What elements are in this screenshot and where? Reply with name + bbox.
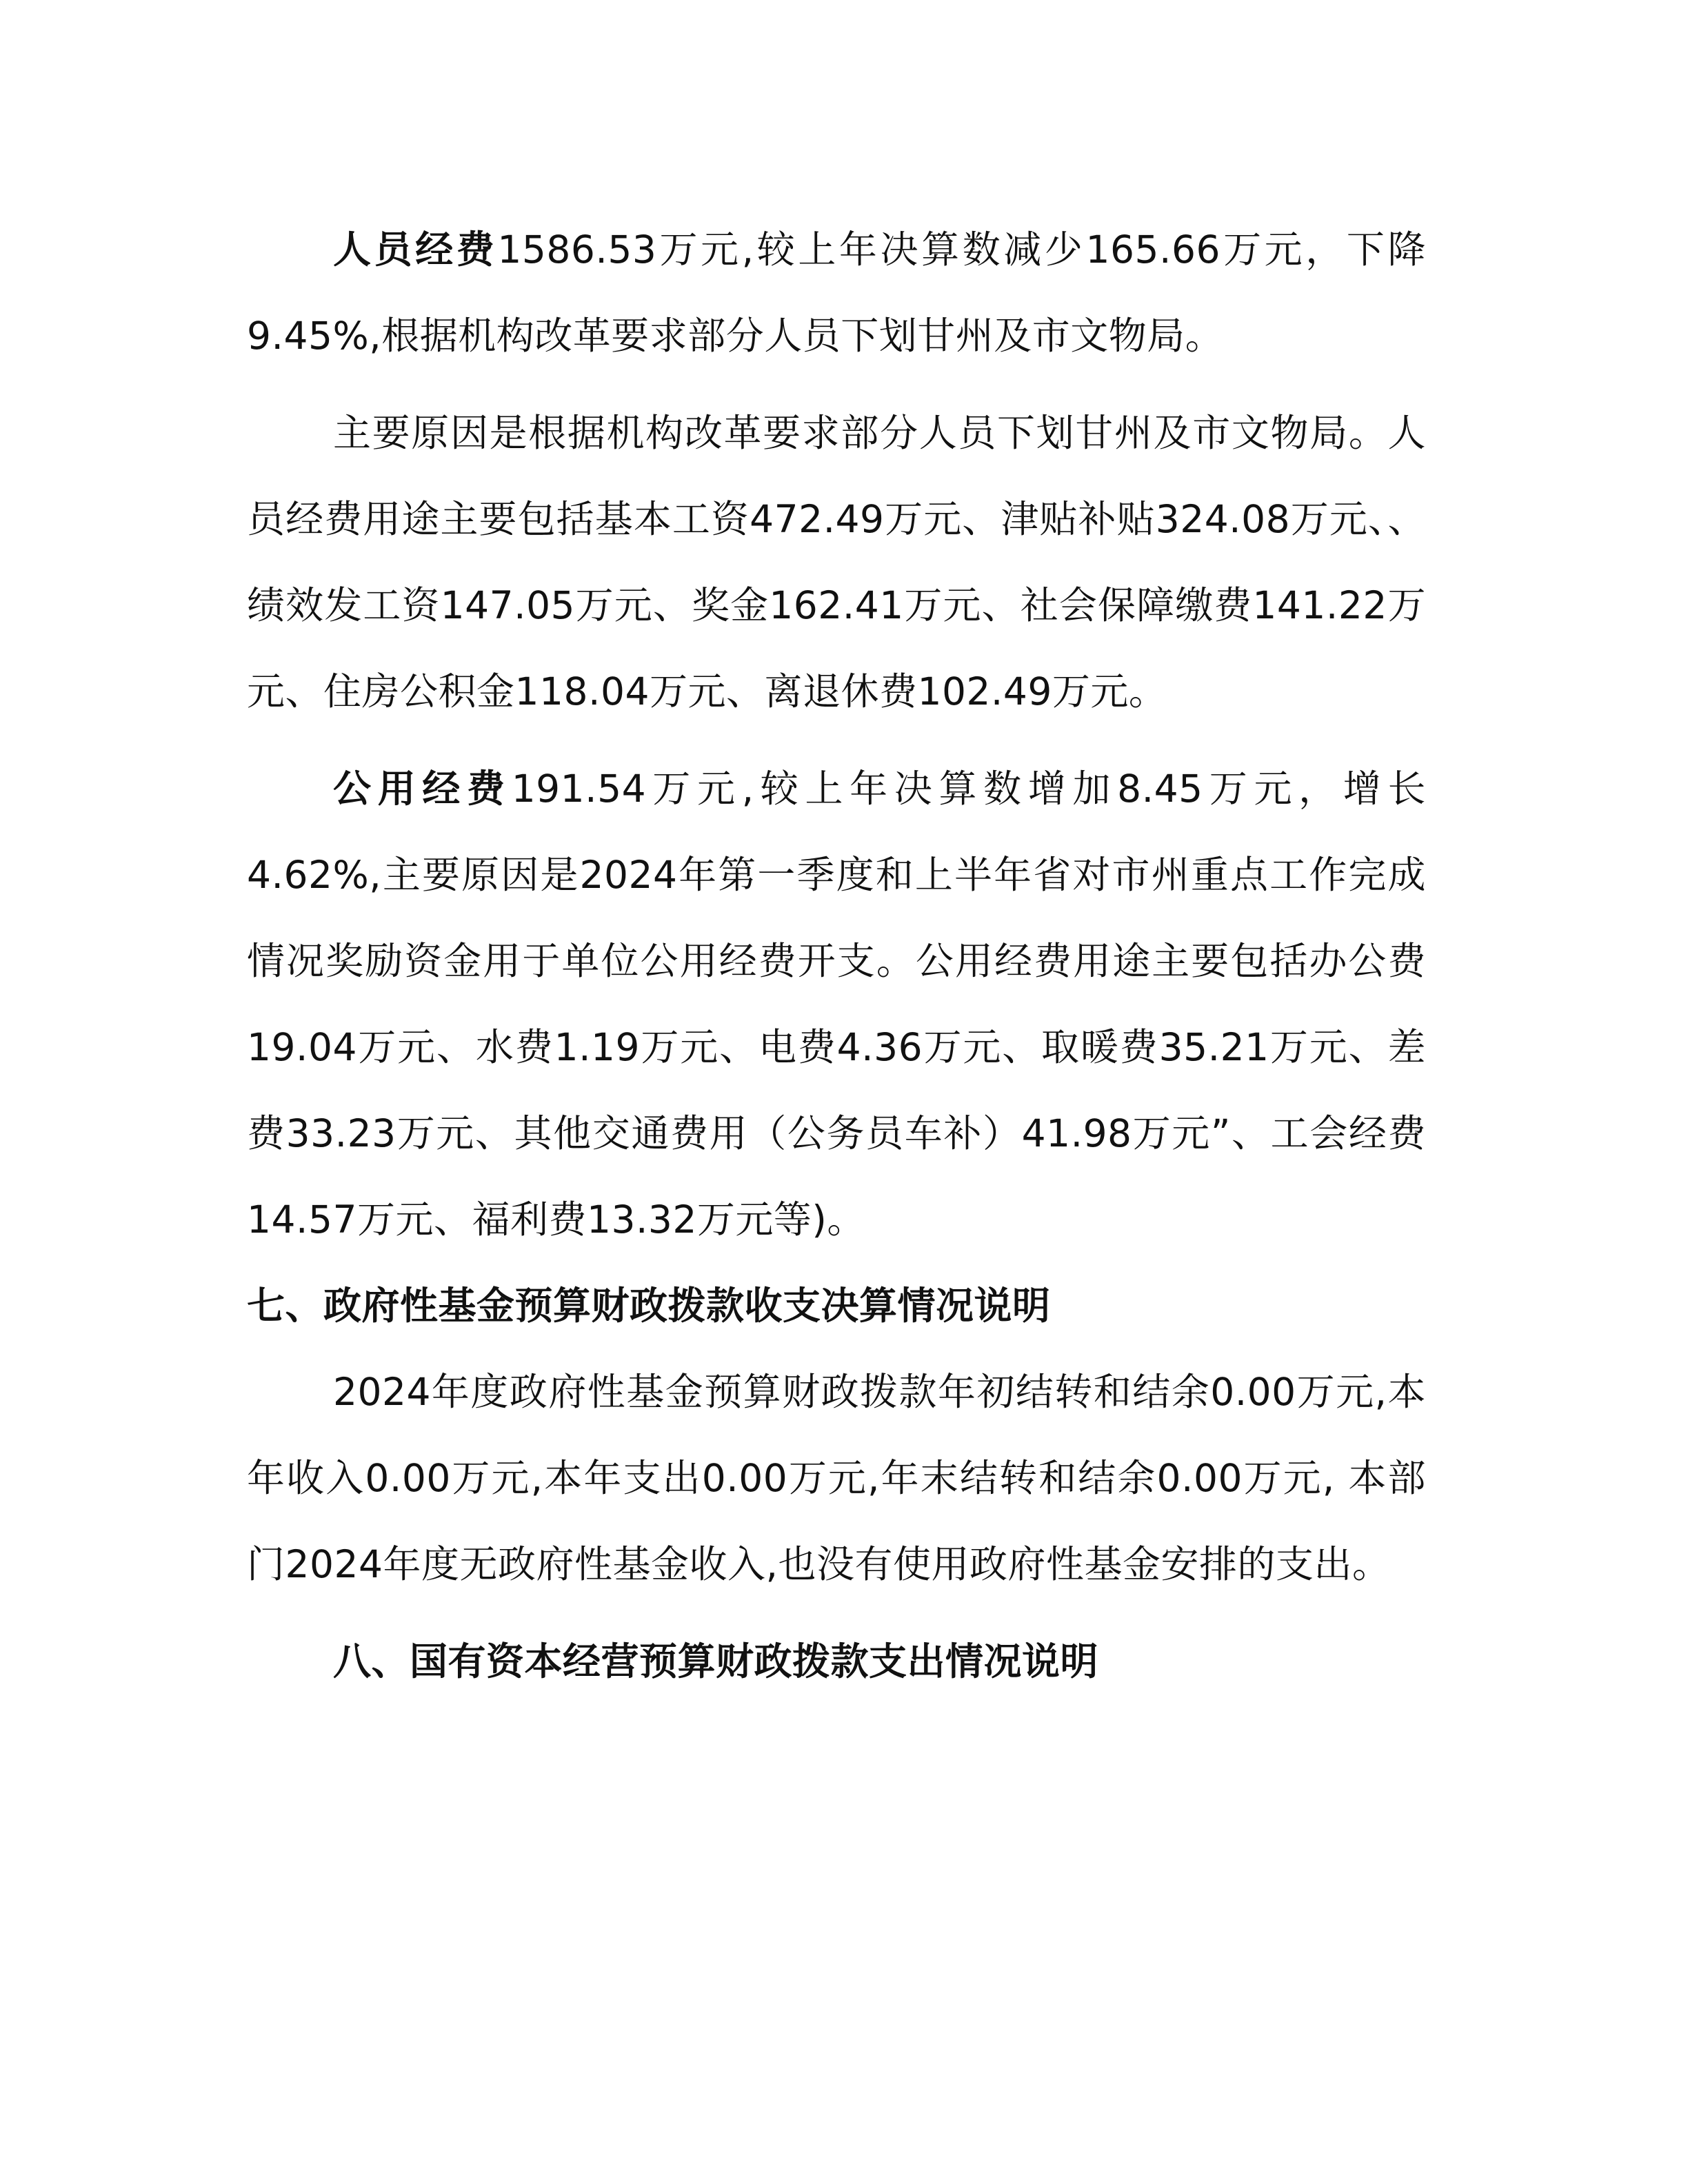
paragraph-text-government-fund: 2024年度政府性基金预算财政拨款年初结转和结余0.00万元,本年收入0.00万元,本年支出0.00万元,年末结转和结余0.00万元, 本部门2024年度无政府性基金收入,也没有使用政府性基金安排的支出。 (247, 1370, 1426, 1586)
section-heading-8: 八、国有资本经营预算财政拨款支出情况说明 (333, 1639, 1099, 1684)
paragraph-spacer (247, 1608, 1426, 1619)
paragraph-text-personnel: 1586.53万元,较上年决算数减少165.66万元，下降9.45%,根据机构改革要求部分人员下划甘州及市文物局。 (247, 228, 1426, 358)
paragraph-public-expenses (247, 746, 1426, 1263)
paragraph-spacer (247, 735, 1426, 746)
paragraph-text-personnel-details: 主要原因是根据机构改革要求部分人员下划甘州及市文物局。人员经费用途主要包括基本工资472.49万元、津贴补贴324.08万元、、绩效发工资147.05万元、奖金162.41万元、社会保障缴费141.22万元、住房公积金118.04万元、离退休费102.49万元。 (247, 411, 1426, 714)
document-body (247, 207, 1426, 1705)
section-heading-7: 七、政府性基金预算财政拨款收支决算情况说明 (247, 1284, 1051, 1328)
paragraph-lead-public: 公用经费 (333, 767, 512, 811)
paragraph-government-fund (247, 1349, 1426, 1608)
paragraph-text-public: 191.54万元,较上年决算数增加8.45万元，增长4.62%,主要原因是2024年第一季度和上半年省对市州重点工作完成情况奖励资金用于单位公用经费开支。公用经费用途主要包括办公费19.04万元、水费1.19万元、电费4.36万元、取暖费35.21万元、差费33.23万元、其他交通费用（公务员车补）41.98万元”、工会经费14.57万元、福利费13.32万元等)。 (247, 767, 1426, 1242)
paragraph-personnel-expenses (247, 207, 1426, 379)
paragraph-spacer (247, 379, 1426, 390)
paragraph-lead-personnel: 人员经费 (333, 228, 498, 272)
paragraph-personnel-details (247, 390, 1426, 735)
